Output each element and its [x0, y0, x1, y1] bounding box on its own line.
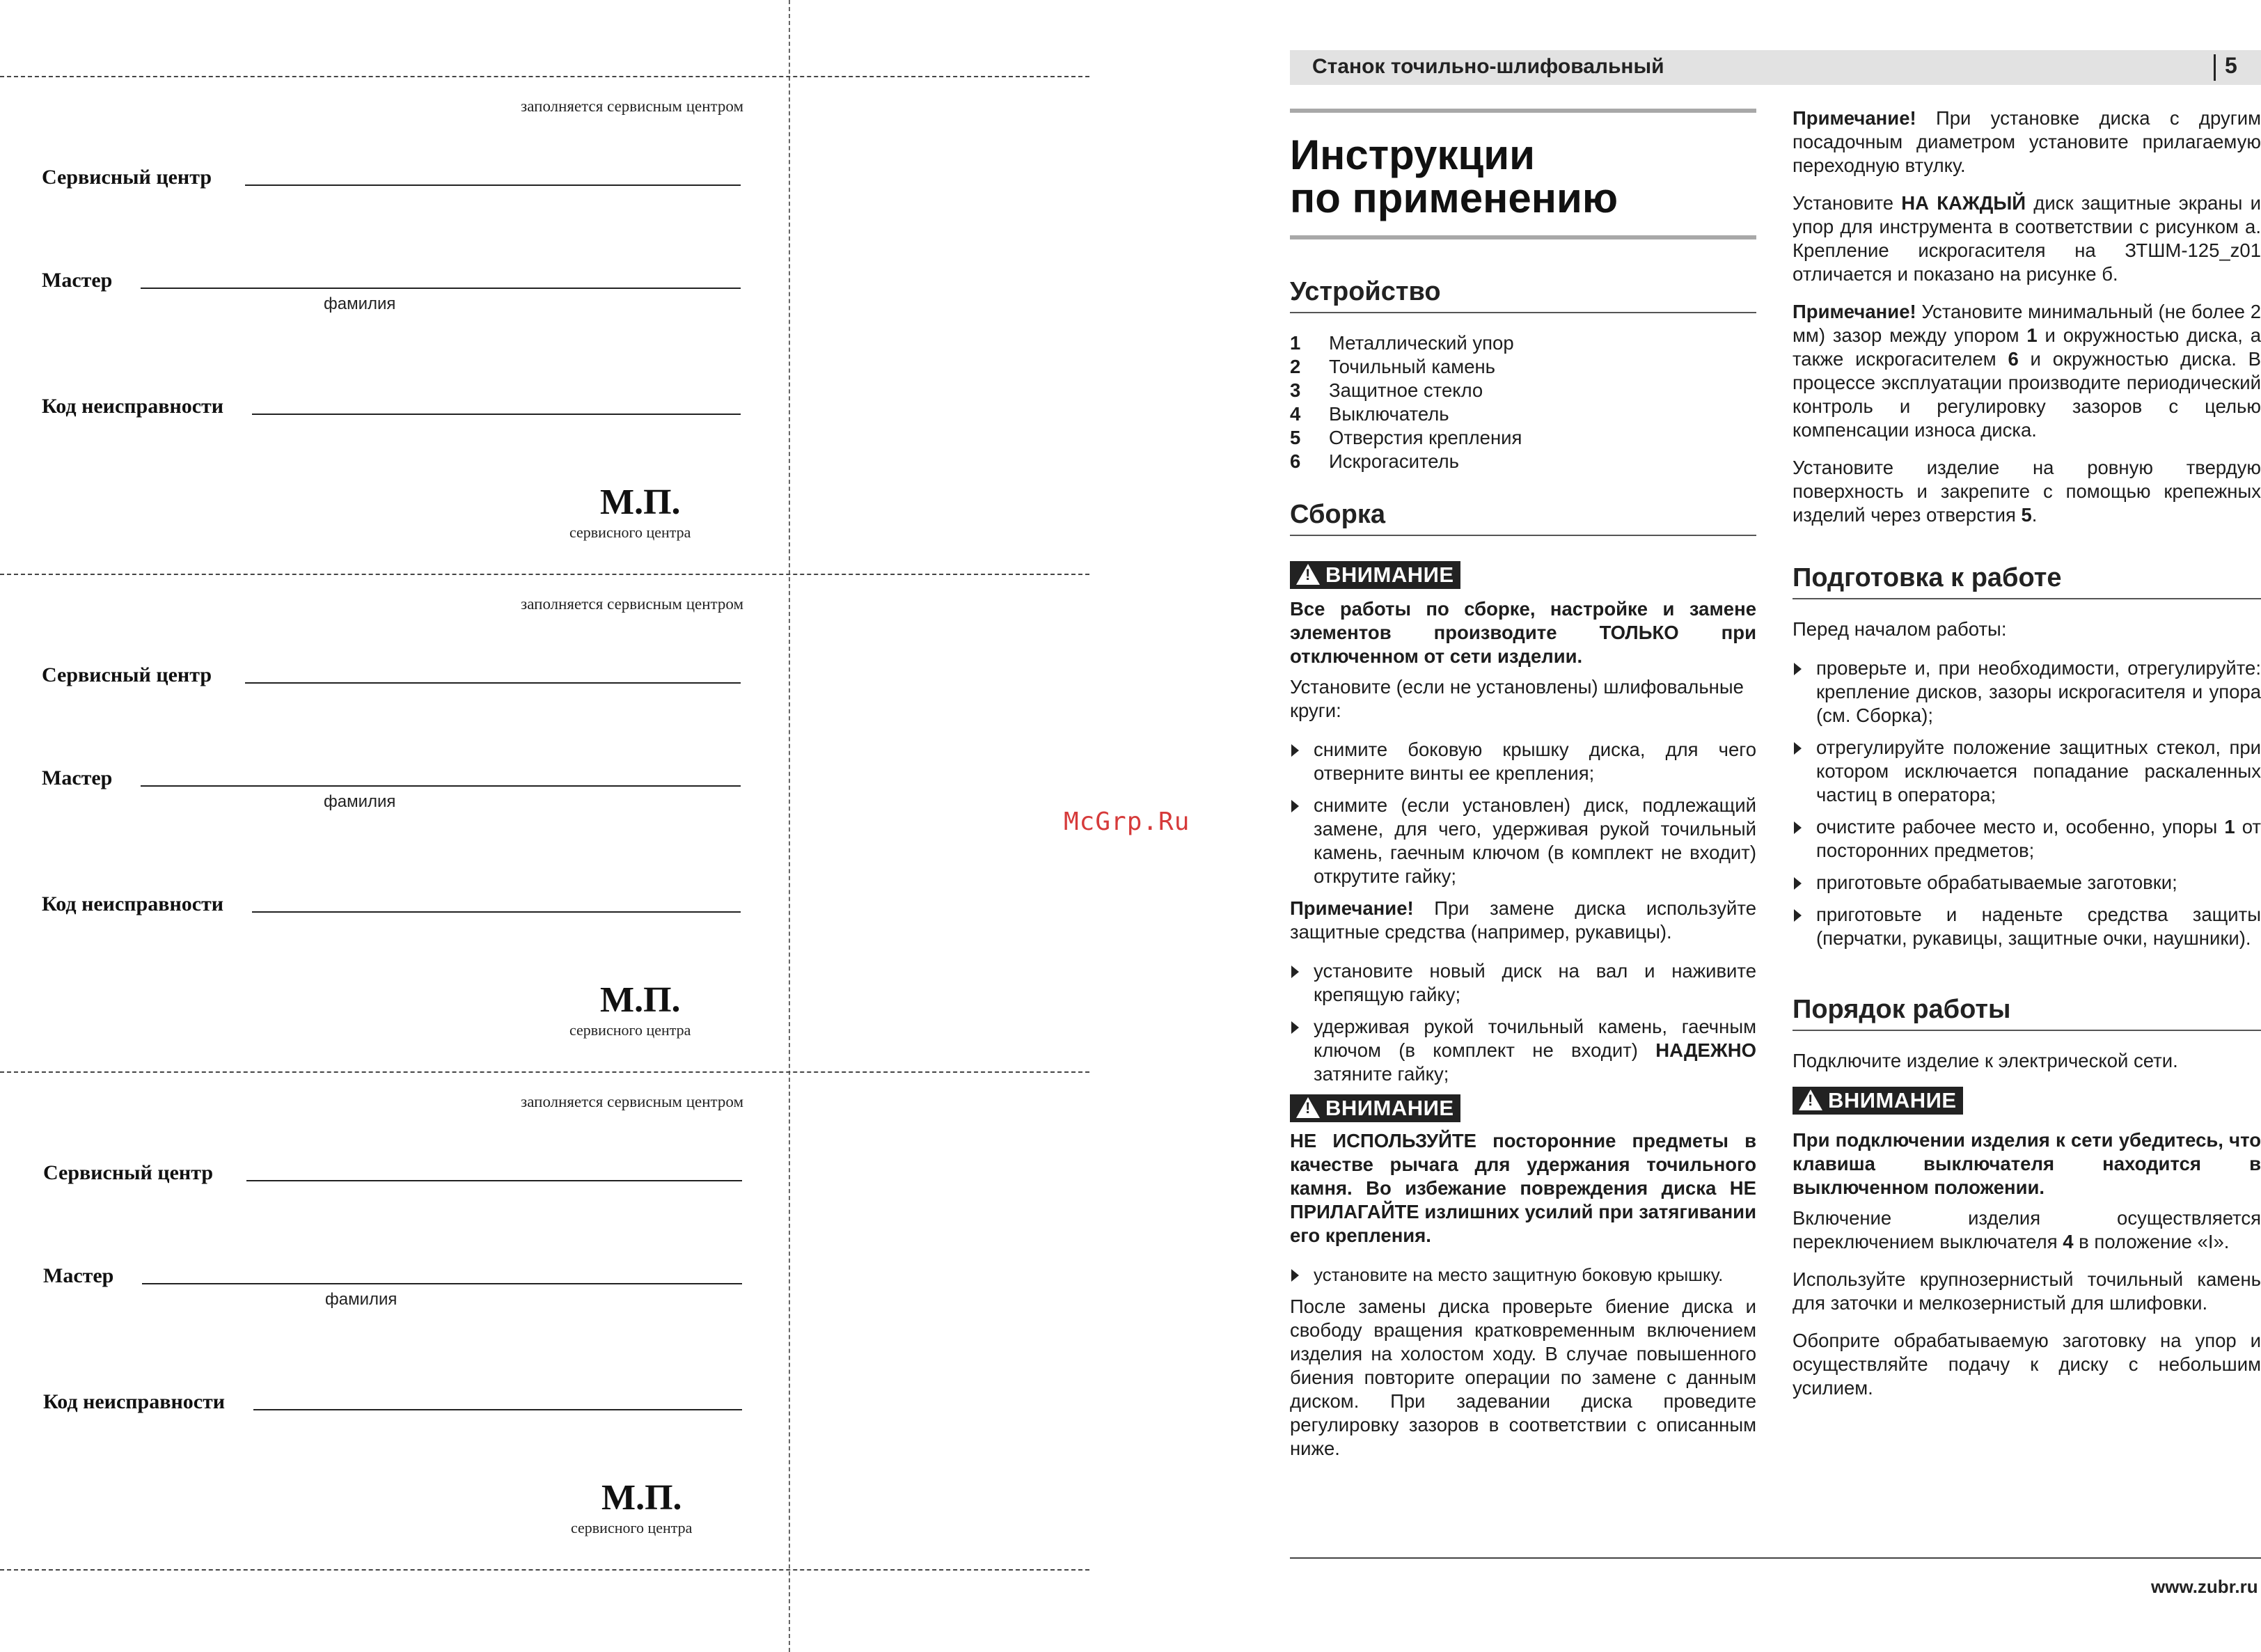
paragraph: Установите (если не установлены) шлифовальные круги:: [1290, 676, 1744, 721]
service-center-label: Сервисный центр: [42, 166, 212, 189]
fault-code-label: Код неисправности: [43, 1390, 226, 1413]
list-item: 3 Защитное стекло: [1290, 379, 1483, 401]
surname-caption: фамилия: [324, 294, 396, 313]
cut-line: [0, 1569, 1089, 1571]
note-paragraph: Примечание! При замене диска используйте защитные средства (например, рукавицы).: [1290, 897, 1756, 943]
warning-text: Все работы по сборке, настройке и замене элементов производите ТОЛЬКО при отключенном от сети изделии.: [1290, 598, 1756, 667]
header-separator: [2214, 54, 2216, 81]
paragraph: Включение изделия осуществляется переключением выключателя 4 в положение «I».: [1793, 1207, 2261, 1252]
list-item: 5 Отверстия крепления: [1290, 427, 1522, 448]
arrow-bullet-icon: [1291, 966, 1299, 978]
watermark: McGrp.Ru: [1064, 808, 1190, 836]
fault-code-line: [252, 414, 741, 415]
stamp-placeholder: М.П.: [600, 482, 681, 522]
warning-badge: ! ВНИМАНИЕ: [1793, 1087, 1963, 1115]
warning-badge: ! ВНИМАНИЕ: [1290, 1094, 1460, 1122]
note-paragraph: Примечание! Установите минимальный (не более 2 мм) зазор между упором 1 и окружностью диска, а также искрогасителем 6 и окружностью диска. В процессе эксплуатации производите периодический контроль и регулировку зазоров с целью компенсации износа диска.: [1793, 301, 2261, 441]
stamp-caption: сервисного центра: [571, 1519, 693, 1536]
master-line: [141, 785, 741, 787]
device-heading: Устройство: [1290, 280, 1756, 313]
stamp-caption: сервисного центра: [569, 524, 691, 541]
service-coupon: [0, 574, 787, 1071]
master-label: Мастер: [42, 766, 113, 789]
column-right: [1793, 107, 2261, 1400]
bullet-item: установите на место защитную боковую крышку.: [1290, 1263, 1756, 1287]
arrow-bullet-icon: [1291, 1021, 1299, 1034]
arrow-bullet-icon: [1291, 744, 1299, 757]
service-center-line: [245, 184, 741, 186]
service-center-label: Сервисный центр: [43, 1161, 213, 1184]
stamp-placeholder: М.П.: [601, 1478, 682, 1518]
master-line: [142, 1283, 742, 1284]
master-label: Мастер: [43, 1264, 114, 1287]
paragraph: Подключите изделие к электрической сети.: [1793, 1050, 2178, 1071]
page-number: 5: [2225, 53, 2237, 78]
surname-caption: фамилия: [325, 1290, 397, 1309]
stamp-caption: сервисного центра: [569, 1021, 691, 1039]
paragraph: После замены диска проверьте биение диска и свободу вращения кратковременным включением изделия на холостом ходу. В случае повышенного биения повторите операции по замене с данным диском. При задевании диска проведите регулировку зазоров в соответствии с описанным ниже.: [1290, 1296, 1756, 1459]
stamp-placeholder: М.П.: [600, 980, 681, 1020]
arrow-bullet-icon: [1794, 821, 1802, 834]
title-rule-bottom: [1290, 235, 1756, 239]
list-item: 1 Металлический упор: [1290, 332, 1514, 354]
service-center-line: [245, 682, 741, 684]
paragraph: Установите изделие на ровную твердую поверхность и закрепите с помощью крепежных изделий через отверстия 5.: [1793, 457, 2261, 526]
bullet-item: приготовьте обрабатываемые заготовки;: [1793, 871, 2261, 895]
bullet-item: установите новый диск на вал и наживите крепящую гайку;: [1290, 959, 1756, 1007]
page-title: Инструкции по применению: [1290, 132, 1618, 221]
paragraph: Установите НА КАЖДЫЙ диск защитные экраны и упор для инструмента в соответствии с рисунком а. Крепление искрогасителя на ЗТШМ-125_z01 отличается и показано на рисунке б.: [1793, 192, 2261, 285]
device-parts-list: [1290, 331, 1756, 473]
preparation-heading: Подготовка к работе: [1793, 566, 2261, 599]
paragraph: Используйте крупнозернистый точильный камень для заточки и мелкозернистый для шлифовки.: [1793, 1268, 2261, 1314]
warning-text: НЕ ИСПОЛЬЗУЙТЕ посторонние предметы в качестве рычага для удержания точильного камня. Во избежание повреждения диска НЕ ПРИЛАГАЙТЕ излишних усилий при затягивании его крепления.: [1290, 1130, 1756, 1246]
arrow-bullet-icon: [1291, 1269, 1299, 1282]
page-header-title: Станок точильно-шлифовальный: [1312, 55, 1664, 78]
footer-website: www.zubr.ru: [2151, 1576, 2258, 1597]
bullet-item: отрегулируйте положение защитных стекол, при котором исключается попадание раскаленных частиц в оператора;: [1793, 736, 2261, 807]
fault-code-line: [252, 911, 741, 913]
service-center-label: Сервисный центр: [42, 663, 212, 686]
fault-code-label: Код неисправности: [42, 892, 224, 915]
list-item: 6 Искрогаситель: [1290, 450, 1460, 472]
title-rule-top: [1290, 109, 1756, 113]
footer-rule: [1290, 1557, 2261, 1559]
bullet-item: проверьте и, при необходимости, отрегулируйте: крепление дисков, зазоры искрогасителя и упора (см. Сборка);: [1793, 656, 2261, 727]
paragraph: Обоприте обрабатываемую заготовку на упор и осуществляйте подачу к диску с небольшим усилием.: [1793, 1330, 2261, 1399]
fill-note: заполняется сервисным центром: [521, 595, 743, 613]
master-line: [141, 288, 741, 289]
service-center-line: [246, 1180, 742, 1181]
column-left: [1290, 109, 1756, 1461]
arrow-bullet-icon: [1794, 663, 1802, 675]
master-label: Мастер: [42, 269, 113, 292]
surname-caption: фамилия: [324, 792, 396, 811]
bullet-item: снимите (если установлен) диск, подлежащий замене, для чего, удерживая рукой точильный камень, гаечным ключом (в комплект не входит) открутите гайку;: [1290, 794, 1756, 888]
fault-code-line: [253, 1409, 742, 1410]
fill-note: заполняется сервисным центром: [521, 97, 743, 115]
note-paragraph: Примечание! При установке диска с другим посадочным диаметром установите прилагаемую переходную втулку.: [1793, 107, 2261, 176]
warning-text: При подключении изделия к сети убедитесь, что клавиша выключателя находится в выключенном положении.: [1793, 1129, 2261, 1198]
warning-icon: !: [1799, 1089, 1822, 1110]
service-coupon: [0, 77, 787, 574]
warning-badge: ! ВНИМАНИЕ: [1290, 561, 1460, 589]
bullet-item: очистите рабочее место и, особенно, упоры 1 от посторонних предметов;: [1793, 815, 2261, 863]
warning-icon: !: [1296, 564, 1320, 585]
list-item: 4 Выключатель: [1290, 403, 1449, 425]
bullet-item: удерживая рукой точильный камень, гаечным ключом (в комплект не входит) НАДЕЖНО затяните гайку;: [1290, 1015, 1756, 1086]
assembly-heading: Сборка: [1290, 503, 1756, 536]
arrow-bullet-icon: [1291, 800, 1299, 812]
bullet-item: приготовьте и наденьте средства защиты (перчатки, рукавицы, защитные очки, наушники).: [1793, 903, 2261, 950]
fill-note: заполняется сервисным центром: [521, 1093, 743, 1110]
service-coupon: [0, 1072, 787, 1569]
paragraph: Перед началом работы:: [1793, 618, 2007, 640]
arrow-bullet-icon: [1794, 742, 1802, 755]
list-item: 2 Точильный камень: [1290, 356, 1496, 377]
warning-icon: !: [1296, 1097, 1320, 1118]
arrow-bullet-icon: [1794, 877, 1802, 890]
bullet-item: снимите боковую крышку диска, для чего отверните винты ее крепления;: [1290, 738, 1756, 785]
arrow-bullet-icon: [1794, 909, 1802, 922]
fault-code-label: Код неисправности: [42, 395, 224, 418]
operation-heading: Порядок работы: [1793, 998, 2261, 1031]
